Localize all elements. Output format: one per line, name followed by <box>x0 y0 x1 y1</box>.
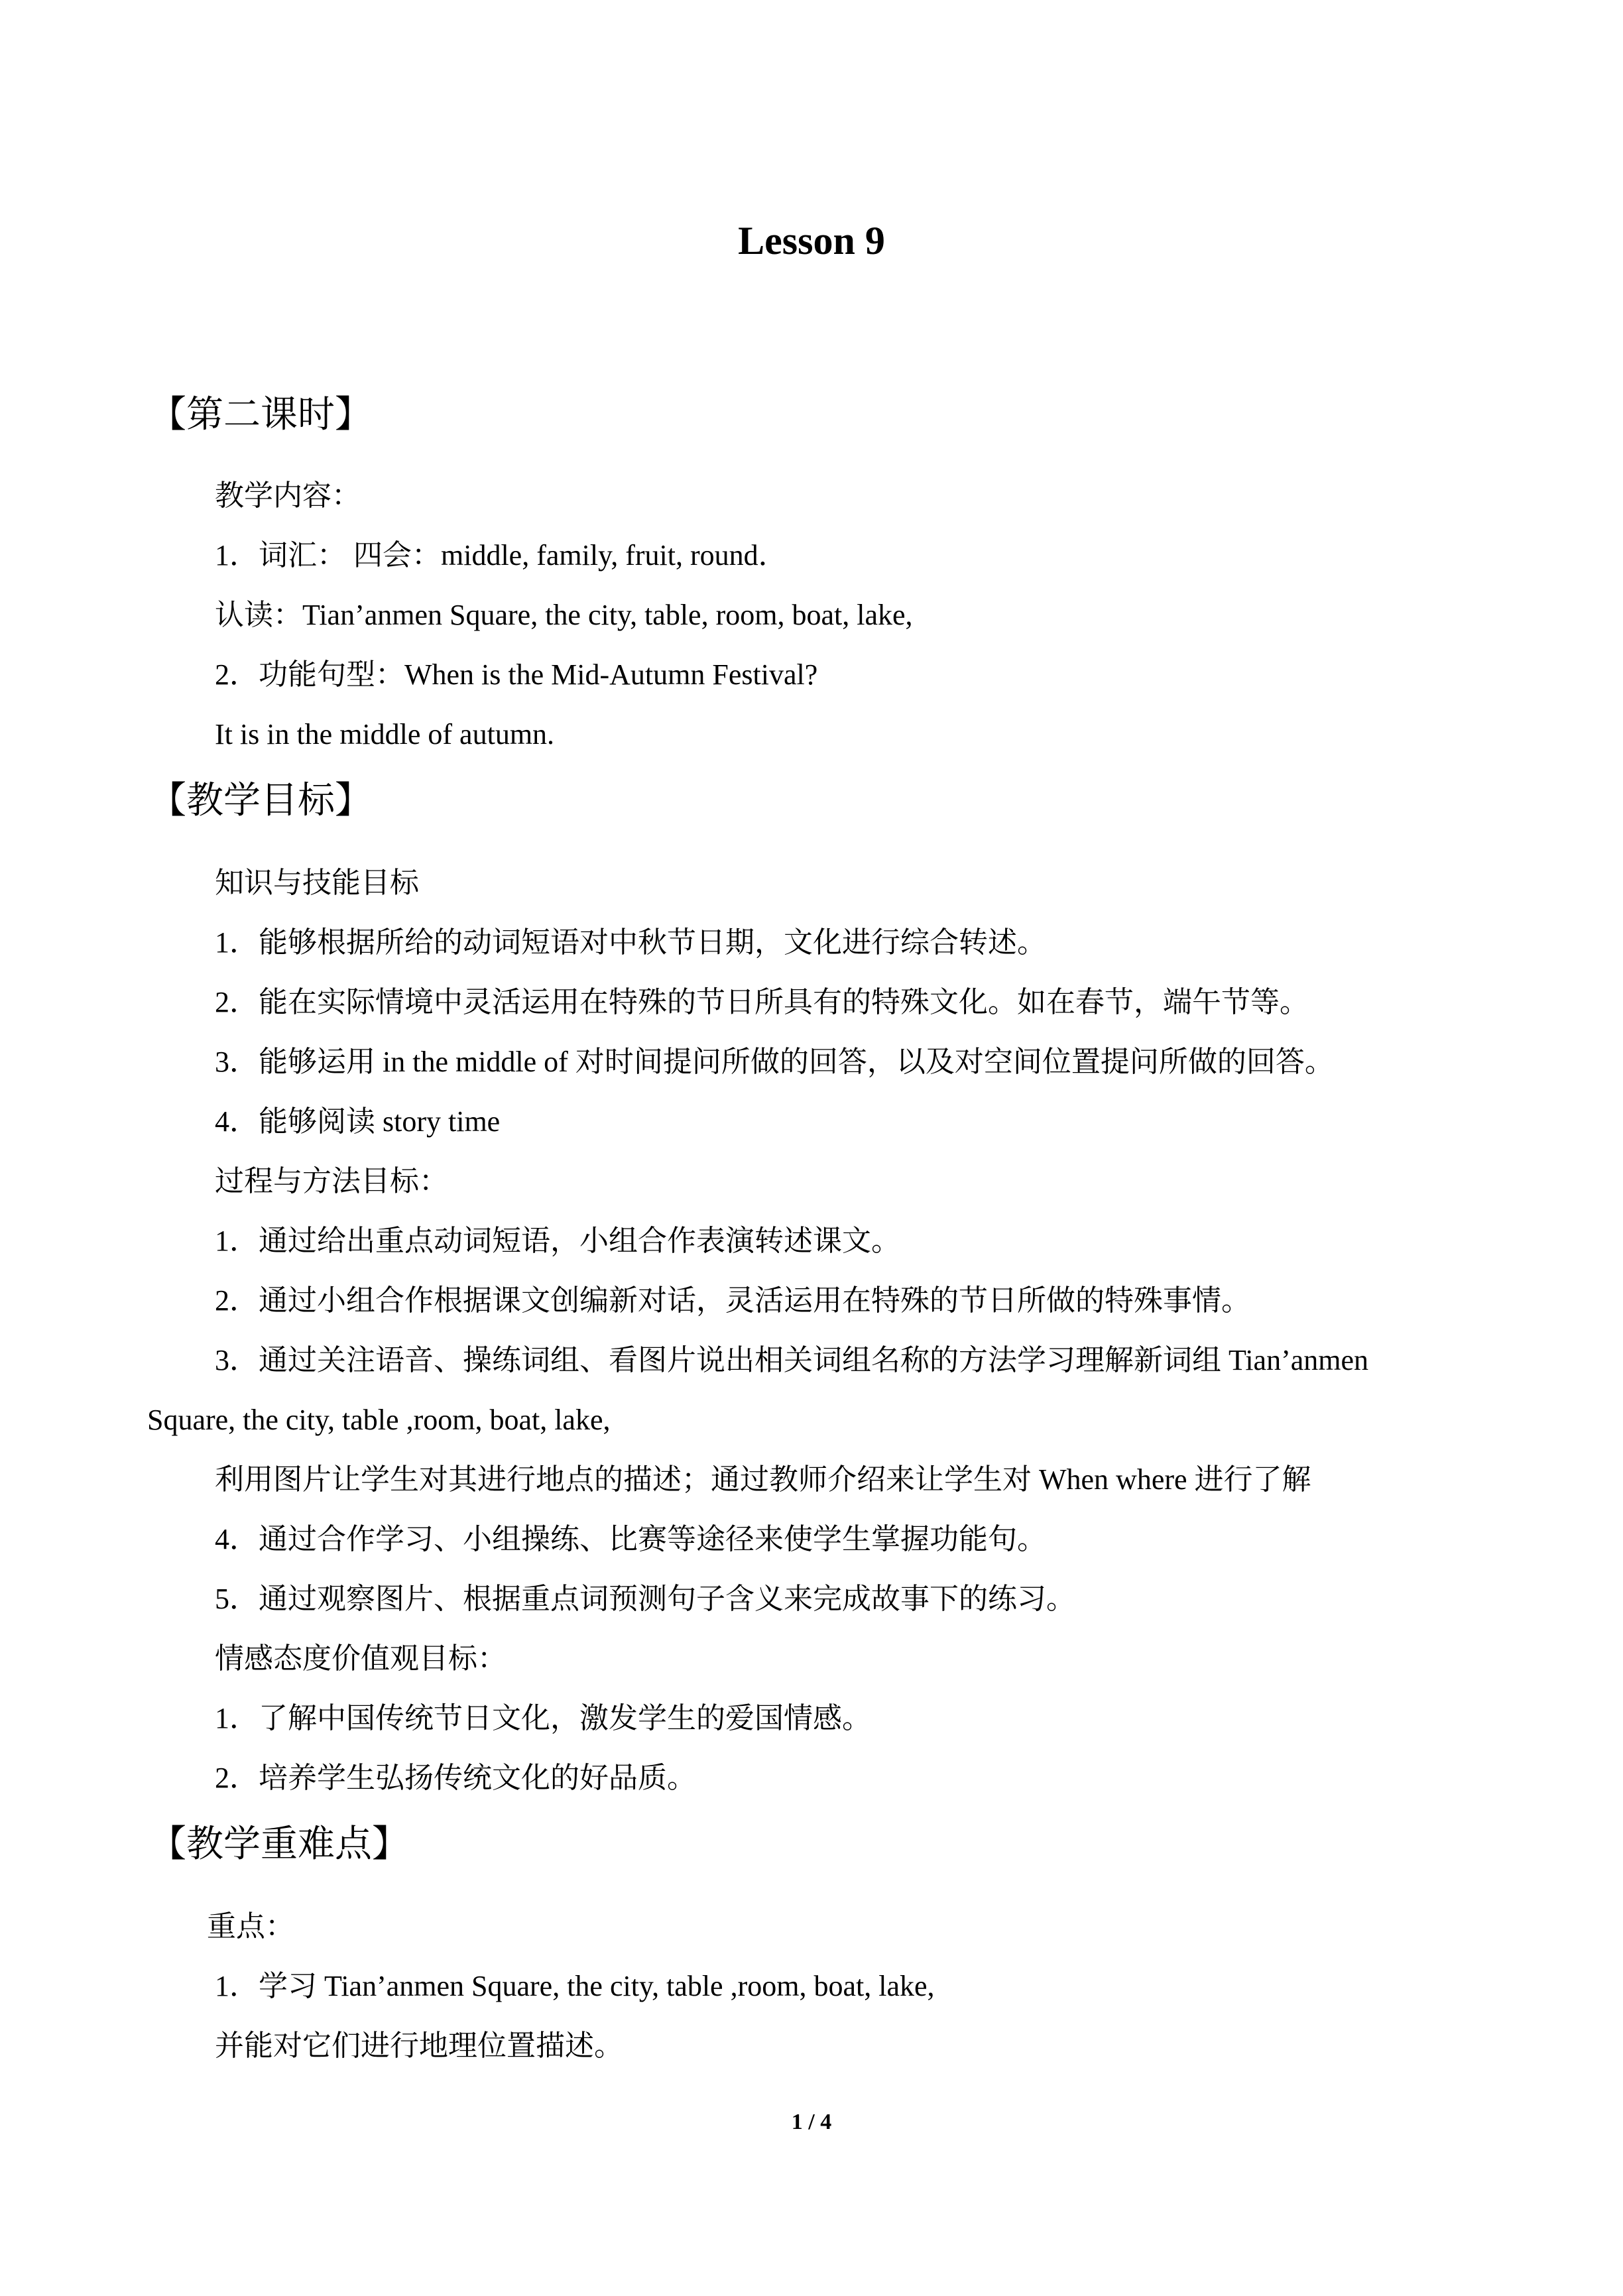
section-heading-key-points: 【教学重难点】 <box>149 1824 409 1865</box>
objectives-line-13: 5．通过观察图片、根据重点词预测句子含义来完成故事下的练习。 <box>215 1583 1075 1615</box>
objectives-line-1: 知识与技能目标 <box>215 867 419 899</box>
objectives-line-2: 1．能够根据所给的动词短语对中秋节日期，文化进行综合转述。 <box>215 926 1046 959</box>
objectives-line-3: 2．能在实际情境中灵活运用在特殊的节日所具有的特殊文化。如在春节，端午节等。 <box>215 986 1309 1018</box>
key-points-line-2: 1．学习 Tian’anmen Square, the city, table ,room, boat, lake, <box>215 1970 935 2002</box>
page-title: Lesson 9 <box>738 219 885 263</box>
section-heading-period: 【第二课时】 <box>149 394 372 436</box>
objectives-line-16: 2．培养学生弘扬传统文化的好品质。 <box>215 1762 696 1794</box>
objectives-line-5: 4．能够阅读 story time <box>215 1105 501 1138</box>
period-line-4: 2．功能句型：When is the Mid-Autumn Festival? <box>215 658 818 691</box>
objectives-line-8: 2．通过小组合作根据课文创编新对话，灵活运用在特殊的节日所做的特殊事情。 <box>215 1284 1250 1317</box>
objectives-line-15: 1．了解中国传统节日文化，激发学生的爱国情感。 <box>215 1702 871 1734</box>
objectives-line-10: Square, the city, table ,room, boat, lake, <box>147 1404 611 1436</box>
objectives-line-9: 3．通过关注语音、操练词组、看图片说出相关词组名称的方法学习理解新词组 Tian’anmen <box>215 1344 1369 1376</box>
objectives-line-6: 过程与方法目标： <box>215 1165 448 1197</box>
objectives-line-14: 情感态度价值观目标： <box>215 1642 507 1675</box>
objectives-line-11: 利用图片让学生对其进行地点的描述；通过教师介绍来让学生对 When where 进行了解 <box>215 1463 1311 1496</box>
page-number: 1 / 4 <box>791 2110 832 2134</box>
period-line-2: 1．词汇： 四会：middle, family, fruit, round． <box>215 539 788 572</box>
objectives-line-12: 4．通过合作学习、小组操练、比赛等途径来使学生掌握功能句。 <box>215 1523 1046 1555</box>
objectives-line-7: 1．通过给出重点动词短语，小组合作表演转述课文。 <box>215 1225 900 1257</box>
objectives-line-4: 3．能够运用 in the middle of 对时间提问所做的回答，以及对空间位置提问所做的回答。 <box>215 1046 1334 1078</box>
key-points-line-1: 重点： <box>207 1910 294 1943</box>
period-line-5: It is in the middle of autumn. <box>215 718 555 751</box>
period-line-1: 教学内容： <box>215 479 361 512</box>
key-points-line-3: 并能对它们进行地理位置描述。 <box>215 2029 623 2062</box>
period-line-3: 认读：Tian’anmen Square, the city, table, room, boat, lake, <box>215 599 913 631</box>
section-heading-objectives: 【教学目标】 <box>149 780 372 821</box>
